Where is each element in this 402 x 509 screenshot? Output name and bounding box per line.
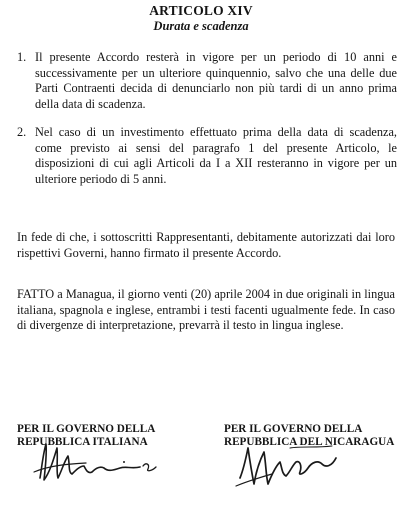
nicaragua-signature: [232, 438, 352, 498]
italy-signature: [28, 436, 168, 488]
article-title: ARTICOLO XIV: [149, 3, 253, 18]
witness-paragraph: In fede di che, i sottoscritti Rappresentanti, debitamente autorizzati dai loro rispettivi Governi, hanno firmato il presente Accordo.: [17, 230, 395, 260]
signatory-nicaragua-line1: PER IL GOVERNO DELLA: [224, 423, 363, 435]
clause-1-text: Il presente Accordo resterà in vigore per un periodo di 10 anni e successivamente per un ulteriore quinquennio, salvo che una delle due Parti Contraenti decida di denunciarlo non più tardi di un anno prima della data di scadenza.: [35, 50, 397, 111]
signatory-italy-line2: REPUBBLICA ITALIANA: [17, 436, 148, 448]
clause-2-text: Nel caso di un investimento effettuato prima della data di scadenza, come previsto ai sensi del paragrafo 1 del presente Articolo, le disposizioni di cui agli Articoli da I a XII resteranno in vigore per un ulteriore periodo di 5 anni.: [35, 125, 397, 186]
article-subtitle: Durata e scadenza: [153, 19, 249, 33]
signatory-italy-line1: PER IL GOVERNO DELLA: [17, 423, 156, 435]
done-at-paragraph: FATTO a Managua, il giorno venti (20) aprile 2004 in due originali in lingua italiana, spagnola e inglese, entrambi i testi facenti ugualmente fede. In caso di divergenze di interpretazione, prevarrà il testo in lingua inglese.: [17, 287, 395, 333]
clause-1-number: 1.: [17, 50, 27, 64]
signatory-nicaragua-line2: REPUBBLICA DEL NICARAGUA: [224, 436, 395, 448]
clause-2-number: 2.: [17, 125, 27, 139]
